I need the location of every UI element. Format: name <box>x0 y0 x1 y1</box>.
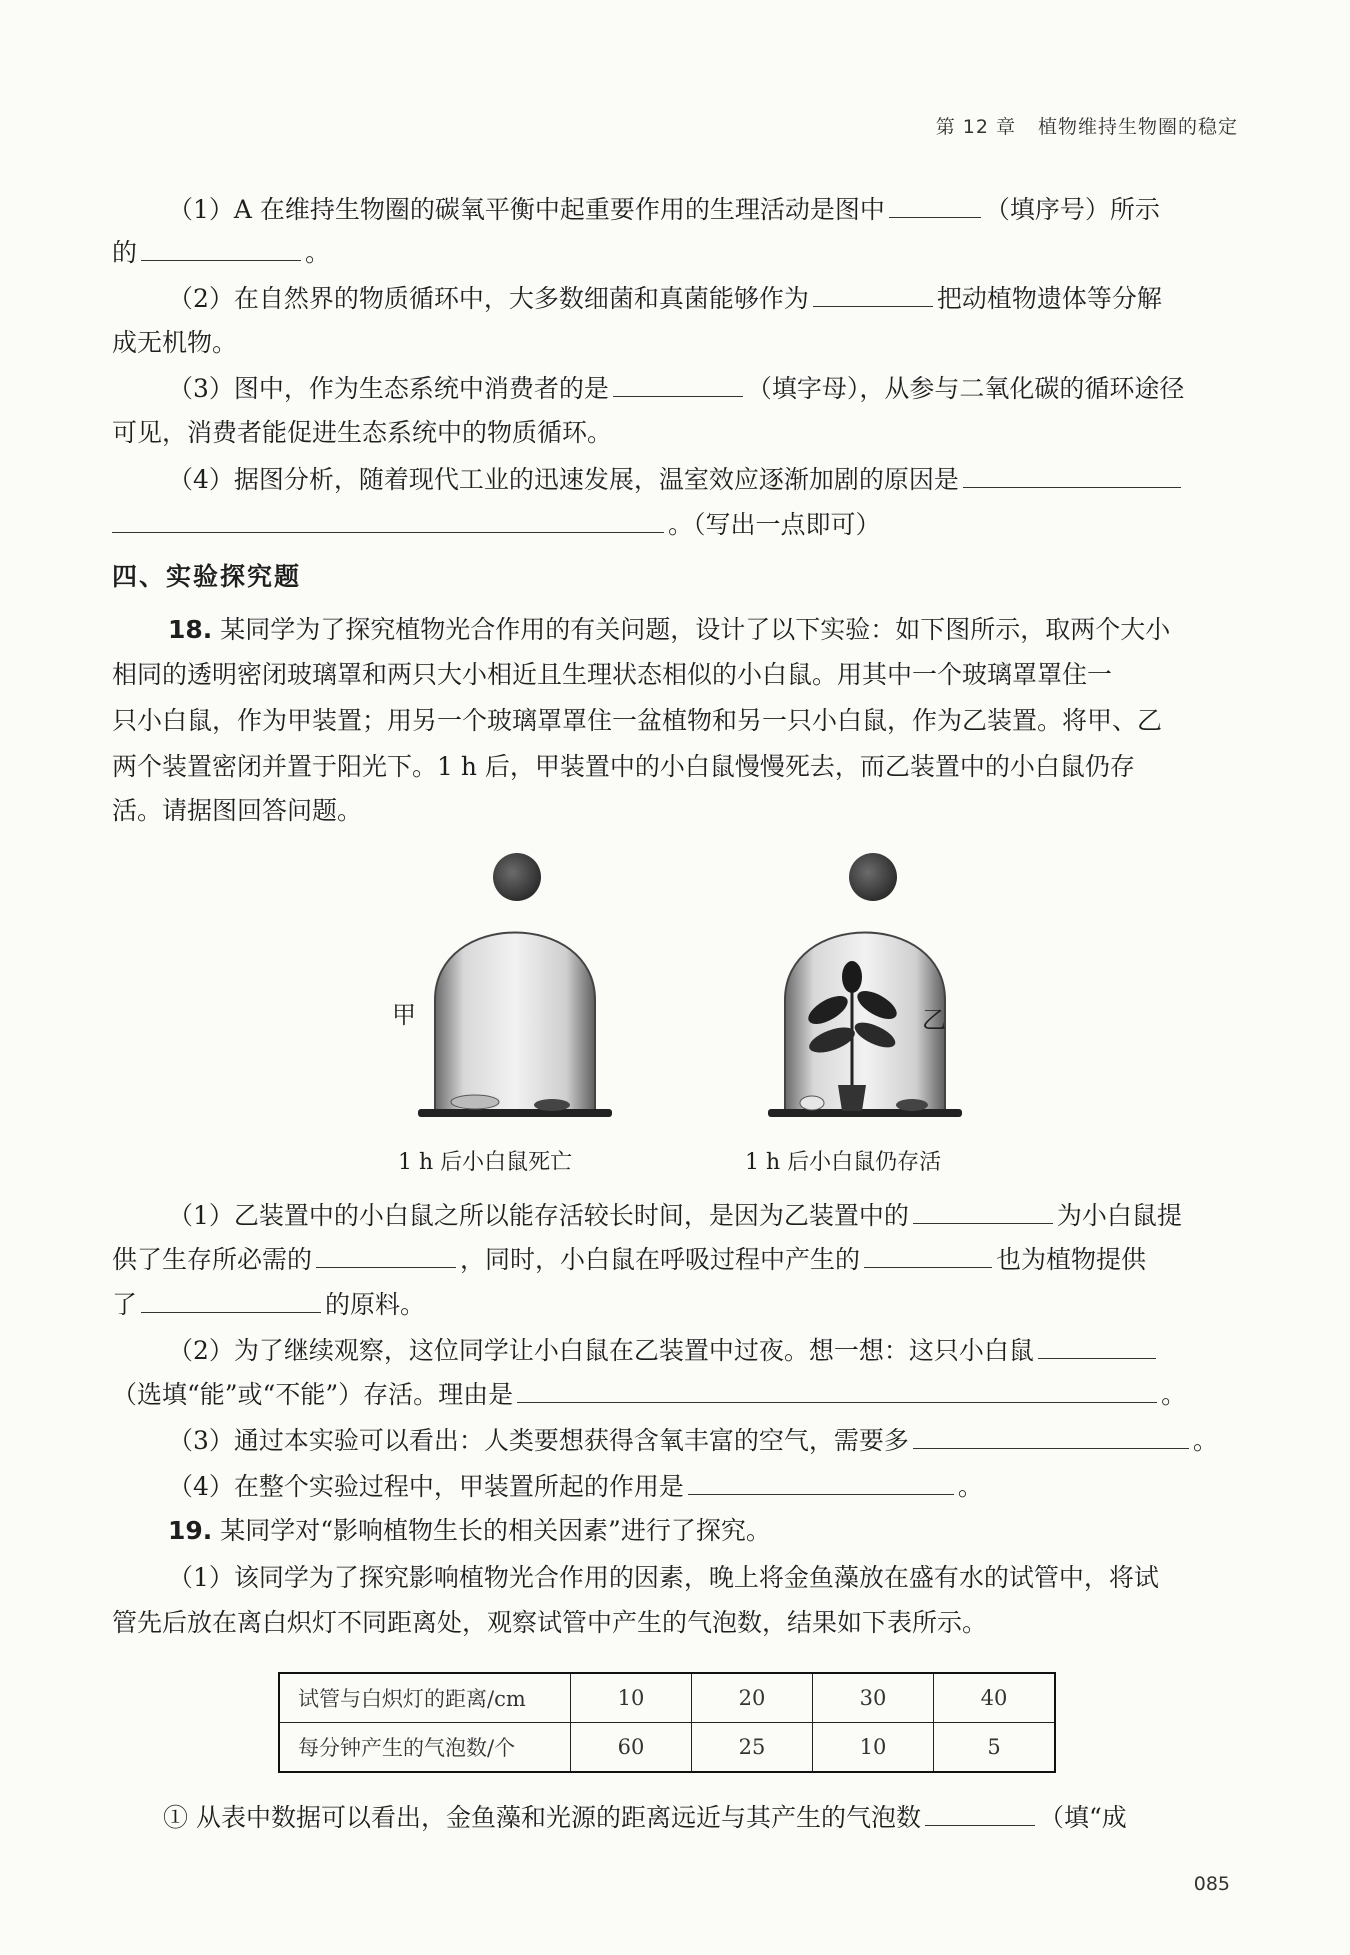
table-cell: 25 <box>692 1723 813 1773</box>
q17-part1-line2: 的 。 <box>112 238 331 267</box>
table-row-label: 试管与白炽灯的距离/cm <box>279 1673 571 1723</box>
q18-intro-line3: 只小白鼠，作为甲装置；用另一个玻璃罩罩住一盆植物和另一只小白鼠，作为乙装置。将甲、乙 <box>112 706 1163 735</box>
q17-part2-line2: 成无机物。 <box>112 328 238 357</box>
page-number: 085 <box>1193 1873 1230 1895</box>
bell-jar-jia <box>418 933 612 1118</box>
experiment-illustration <box>380 835 1000 1195</box>
section-title: 四、实验探究题 <box>112 562 302 591</box>
answer-blank[interactable] <box>1038 1336 1156 1359</box>
q18-sub1-line3: 了 的原料。 <box>112 1290 426 1319</box>
header-title: 植物维持生物圈的稳定 <box>1037 116 1238 138</box>
table-cell: 40 <box>934 1673 1056 1723</box>
q18-intro-line2: 相同的透明密闭玻璃罩和两只大小相近且生理状态相似的小白鼠。用其中一个玻璃罩罩住一 <box>112 660 1113 689</box>
answer-blank[interactable] <box>141 238 301 261</box>
answer-blank[interactable] <box>316 1245 456 1268</box>
mouse-icon <box>800 1096 824 1110</box>
answer-blank[interactable] <box>925 1803 1035 1826</box>
answer-blank[interactable] <box>813 284 933 307</box>
q17-part4-line2: 。（写出一点即可） <box>112 508 1238 542</box>
caption-yi: 1 h 后小白鼠仍存活 <box>745 1150 942 1175</box>
table-row <box>279 1673 1055 1723</box>
caption-jia: 1 h 后小白鼠死亡 <box>398 1150 573 1175</box>
q19-sub1-line1: （1）该同学为了探究影响植物光合作用的因素，晚上将金鱼藻放在盛有水的试管中，将试 <box>168 1563 1159 1592</box>
q19-sub1-line2: 管先后放在离白炽灯不同距离处，观察试管中产生的气泡数，结果如下表所示。 <box>112 1608 988 1637</box>
answer-blank[interactable] <box>963 465 1181 488</box>
answer-blank[interactable] <box>141 1290 321 1313</box>
table-row <box>279 1723 1055 1773</box>
data-table <box>278 1672 1056 1773</box>
q18-sub1-line2: 供了生存所必需的 ，同时，小白鼠在呼吸过程中产生的 也为植物提供 <box>112 1245 1147 1274</box>
label-jia: 甲 <box>392 1001 416 1029</box>
answer-blank[interactable] <box>112 510 664 533</box>
answer-blank[interactable] <box>517 1380 1157 1403</box>
sun-icon <box>849 853 897 901</box>
header-chapter: 第 12 章 <box>935 116 1016 138</box>
q19-conclusion-line1: ① 从表中数据可以看出，金鱼藻和光源的距离远近与其产生的气泡数 （填“成 <box>163 1803 1127 1832</box>
q17-part3-line1: （3）图中，作为生态系统中消费者的是 （填字母），从参与二氧化碳的循环途径 <box>168 374 1185 403</box>
table-cell: 30 <box>813 1673 934 1723</box>
experiment-figure <box>380 835 1000 1195</box>
q17-part3-line2: 可见，消费者能促进生态系统中的物质循环。 <box>112 418 613 447</box>
answer-blank[interactable] <box>613 374 743 397</box>
q19-intro: 19. 某同学对“影响植物生长的相关因素”进行了探究。 <box>168 1516 771 1545</box>
page-header <box>936 112 1238 139</box>
q17-part4-line1: （4）据图分析，随着现代工业的迅速发展，温室效应逐渐加剧的原因是 <box>112 463 1238 497</box>
answer-blank[interactable] <box>889 195 981 218</box>
table-cell: 10 <box>813 1723 934 1773</box>
answer-blank[interactable] <box>864 1245 992 1268</box>
dead-mouse-icon <box>451 1095 499 1109</box>
q17-part1-line1: （1）A 在维持生物圈的碳氧平衡中起重要作用的生理活动是图中 （填序号）所示 <box>168 195 1160 224</box>
answer-blank[interactable] <box>688 1472 954 1495</box>
sun-icon <box>493 853 541 901</box>
q17-part2-line1: （2）在自然界的物质循环中，大多数细菌和真菌能够作为 把动植物遗体等分解 <box>168 284 1162 313</box>
table-cell: 5 <box>934 1723 1056 1773</box>
answer-blank[interactable] <box>913 1426 1189 1449</box>
q18-intro-line5: 活。请据图回答问题。 <box>112 796 363 825</box>
table-cell: 60 <box>571 1723 692 1773</box>
table-cell: 10 <box>571 1673 692 1723</box>
q18-intro-line1: 18. 某同学为了探究植物光合作用的有关问题，设计了以下实验：如下图所示，取两个大小 <box>168 615 1171 644</box>
q18-sub2-line2: （选填“能”或“不能”）存活。理由是 。 <box>112 1380 1187 1409</box>
q18-sub3-line1: （3）通过本实验可以看出：人类要想获得含氧丰富的空气，需要多 。 <box>168 1426 1218 1455</box>
q18-sub4-line1: （4）在整个实验过程中，甲装置所起的作用是 。 <box>168 1472 983 1501</box>
label-yi: 乙 <box>922 1006 946 1034</box>
table-row-label: 每分钟产生的气泡数/个 <box>279 1723 571 1773</box>
table-cell: 20 <box>692 1673 813 1723</box>
q18-sub2-line1: （2）为了继续观察，这位同学让小白鼠在乙装置中过夜。想一想：这只小白鼠 <box>112 1334 1238 1368</box>
answer-blank[interactable] <box>913 1201 1053 1224</box>
q18-sub1-line1: （1）乙装置中的小白鼠之所以能存活较长时间，是因为乙装置中的 为小白鼠提 <box>168 1201 1182 1230</box>
q18-intro-line4: 两个装置密闭并置于阳光下。1 h 后，甲装置中的小白鼠慢慢死去，而乙装置中的小白鼠仍存 <box>112 752 1135 781</box>
